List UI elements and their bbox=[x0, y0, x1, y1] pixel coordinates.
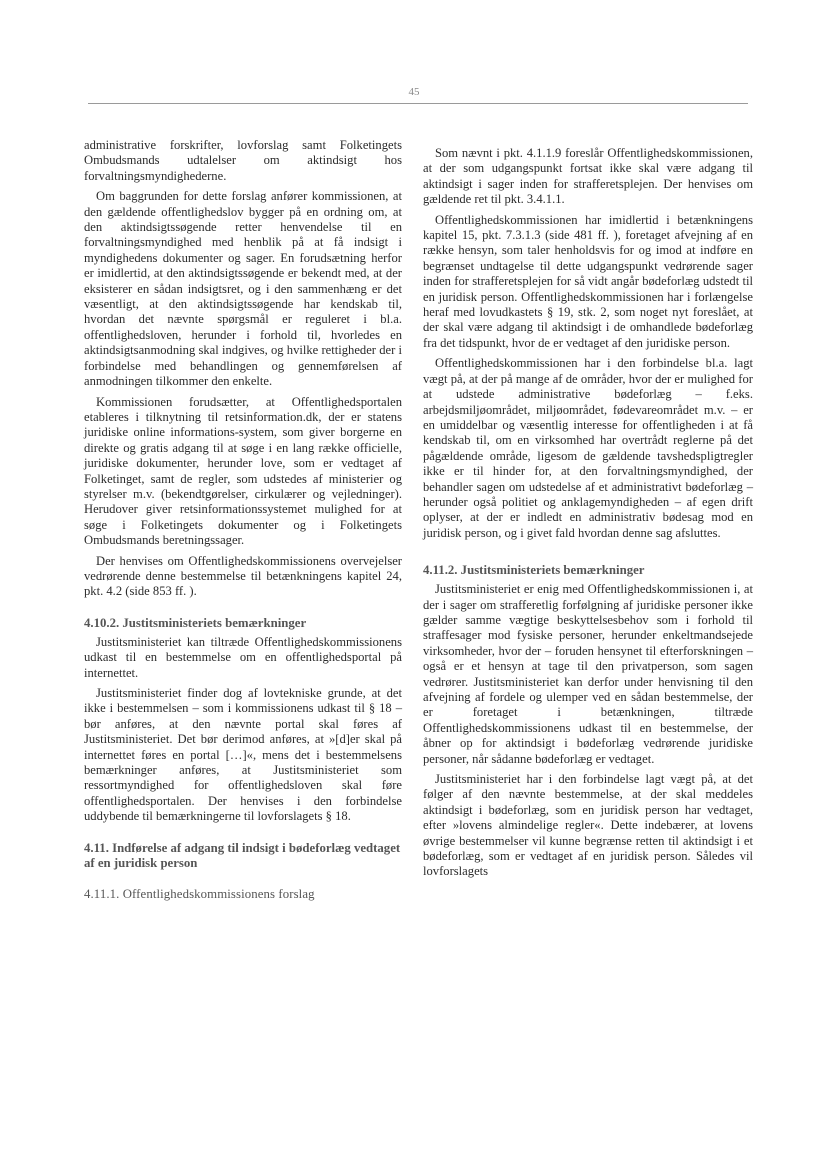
page-number: 45 bbox=[408, 86, 420, 98]
paragraph: Om baggrunden for dette forslag anfører kommissionen, at den gældende offentlighedslov bygger på en ordning om, at den aktindsigtssøgende retter henvendelse til en forvaltningsmyndighed med henblik på at få indsigt i myndighedens dokumenter og sager. En forudsætning herfor er imidlertid, at den aktindsigtssøgende er bekendt med, at der eksisterer en sådan indsigtsret, og i den sammenhæng er det væsentligt, at den aktindsigtssøgende har kendskab til, hvordan det nævnte spørgsmål er reguleret i bl.a. offentlighedsloven, herunder i forhold til, hvorledes en aktindsigtsanmodning skal indgives, og hvilke rettigheder der i forbindelse med behandlingen og gennemførelsen af anmodningen tilkommer den enkelte. bbox=[84, 189, 402, 389]
section-heading: 4.11.2. Justitsministeriets bemærkninger bbox=[423, 563, 645, 578]
right-column bbox=[423, 146, 753, 885]
paragraph: Justitsministeriet kan tiltræde Offentlighedskommissionens udkast til en bestemmelse om en offentlighedsportal på internettet. bbox=[84, 634, 402, 680]
paragraph: Justitsministeriet finder dog af lovtekniske grunde, at det ikke i bestemmelsen – som i kommissionens udkast til § 18 – bør anføres, at den nævnte portal skal føres af Justitsministeriet. Det bør derimod anføres, at »[d]er skal på internettet føres en portal […]«, mens det i bestemmelsens bemærkninger anføres, at Justitsministeriet som ressortmyndighed for offentlighedsloven skal føre offentlighedsportalen. Der henvises i den forbindelse uddybende til bemærkningerne til lovforslagets § 18. bbox=[84, 686, 402, 824]
section-heading: 4.11.1. Offentlighedskommissionens forslag bbox=[84, 886, 315, 901]
header-rule bbox=[88, 103, 748, 104]
paragraph: Der henvises om Offentlighedskommissionens overvejelser vedrørende denne bestemmelse til betænkningens kapitel 24, pkt. 4.2 (side 853 ff. ). bbox=[84, 553, 402, 599]
paragraph: administrative forskrifter, lovforslag samt Folketingets Ombudsmands udtalelser om aktindsigt hos forvaltningsmyndighederne. bbox=[84, 138, 402, 183]
paragraph: Kommissionen forudsætter, at Offentlighedsportalen etableres i tilknytning til retsinformation.dk, der er statens juridiske online informations-system, som giver borgerne en direkte og gratis adgang til at søge i en lang række officielle, juridiske dokumenter, herunder love, som er vedtaget af Folketinget, samt de regler, som udstedes af ministerier og styrelser m.v. (bekendtgørelser, cirkulærer og vejledninger). Herudover giver retsinformationssystemet mulighed for at søge i Folketingets dokumenter og i Folketingets Ombudsmands beretningssager. bbox=[84, 394, 402, 548]
paragraph: Som nævnt i pkt. 4.1.1.9 foreslår Offentlighedskommissionen, at der som udgangspunkt fortsat ikke skal være adgang til aktindsigt i sager inden for strafferetsplejen. Der henvises om gældende ret til pkt. 3.4.1.1. bbox=[423, 146, 753, 207]
paragraph: Justitsministeriet har i den forbindelse lagt vægt på, at det følger af den nævnte bestemmelse, at der skal meddeles aktindsigt i bødeforlæg, som en juridisk person har vedtaget, efter »lovens almindelige regler«. Dette indebærer, at lovens øvrige bestemmelser vil kunne begrænse retten til aktindsigt i et bødeforlæg, som er vedtaget af en juridisk person. Således vil lovforslagets bbox=[423, 772, 753, 879]
paragraph: Offentlighedskommissionen har imidlertid i betænkningens kapitel 15, pkt. 7.3.1.3 (side 481 ff. ), foretaget afvejning af en række hensyn, som taler henholdsvis for og imod at indføre en begrænset undtagelse til dette udgangspunkt vedrørende sager inden for strafferetsplejen for så vidt angår bødeforlæg udstedt til en juridisk person. Offentlighedskommissionen har i forlængelse heraf med lovudkastets § 19, stk. 2, som noget nyt foreslået, at der skal være adgang til aktindsigt i de omhandlede bødeforlæg fra det tidspunkt, hvor de er vedtaget af den juridiske person. bbox=[423, 212, 753, 350]
paragraph: Offentlighedskommissionen har i den forbindelse bl.a. lagt vægt på, at der på mange af de områder, hvor der er mulighed for at udstede administrative bødeforlæg – f.eks. arbejdsmiljøområdet, miljøområdet, fødevareområdet m.v. – er en umiddelbar og væsentlig interesse for offentligheden i at få kendskab til, om en virksomhed har overtrådt reglerne på det pågældende område, ligesom de gældende tavshedspligtregler ikke er til hinder for, at den forvaltningsmyndighed, der behandler sagen om udstedelse af et administrativt bødeforlæg – herunder også politiet og anklagemyndigheden – af egen drift oplyser, at der er indledt en administrativ bødesag mod en juridisk person, og i givet fald hvordan denne sag afsluttes. bbox=[423, 356, 753, 540]
section-heading: 4.10.2. Justitsministeriets bemærkninger bbox=[84, 615, 307, 630]
left-column bbox=[84, 138, 402, 906]
section-heading: 4.11. Indførelse af adgang til indsigt i bødeforlæg vedtaget af en juridisk person bbox=[84, 840, 401, 870]
paragraph: Justitsministeriet er enig med Offentlighedskommissionen i, at der i sager om strafferetlig forfølgning af juridiske personer ikke gælder samme vægtige beskyttelsesbehov som i forhold til straffesager mod fysiske personer, herunder enkeltmandsejede virksomheder, hvor der – foruden hensynet til efterforskningen – også er et hensyn at tage til den privatperson, som sagen vedrører. Justitsministeriet kan derfor under henvisning til den afvejning af fordele og ulemper ved en sådan bestemmelse, der er foretaget i betænkningen, tiltræde Offentlighedskommissionens udkast til en bestemmelse, der åbner op for aktindsigt i bødeforlæg vedrørende juridiske personer, når sådanne bødeforlæg er vedtaget. bbox=[423, 582, 753, 766]
